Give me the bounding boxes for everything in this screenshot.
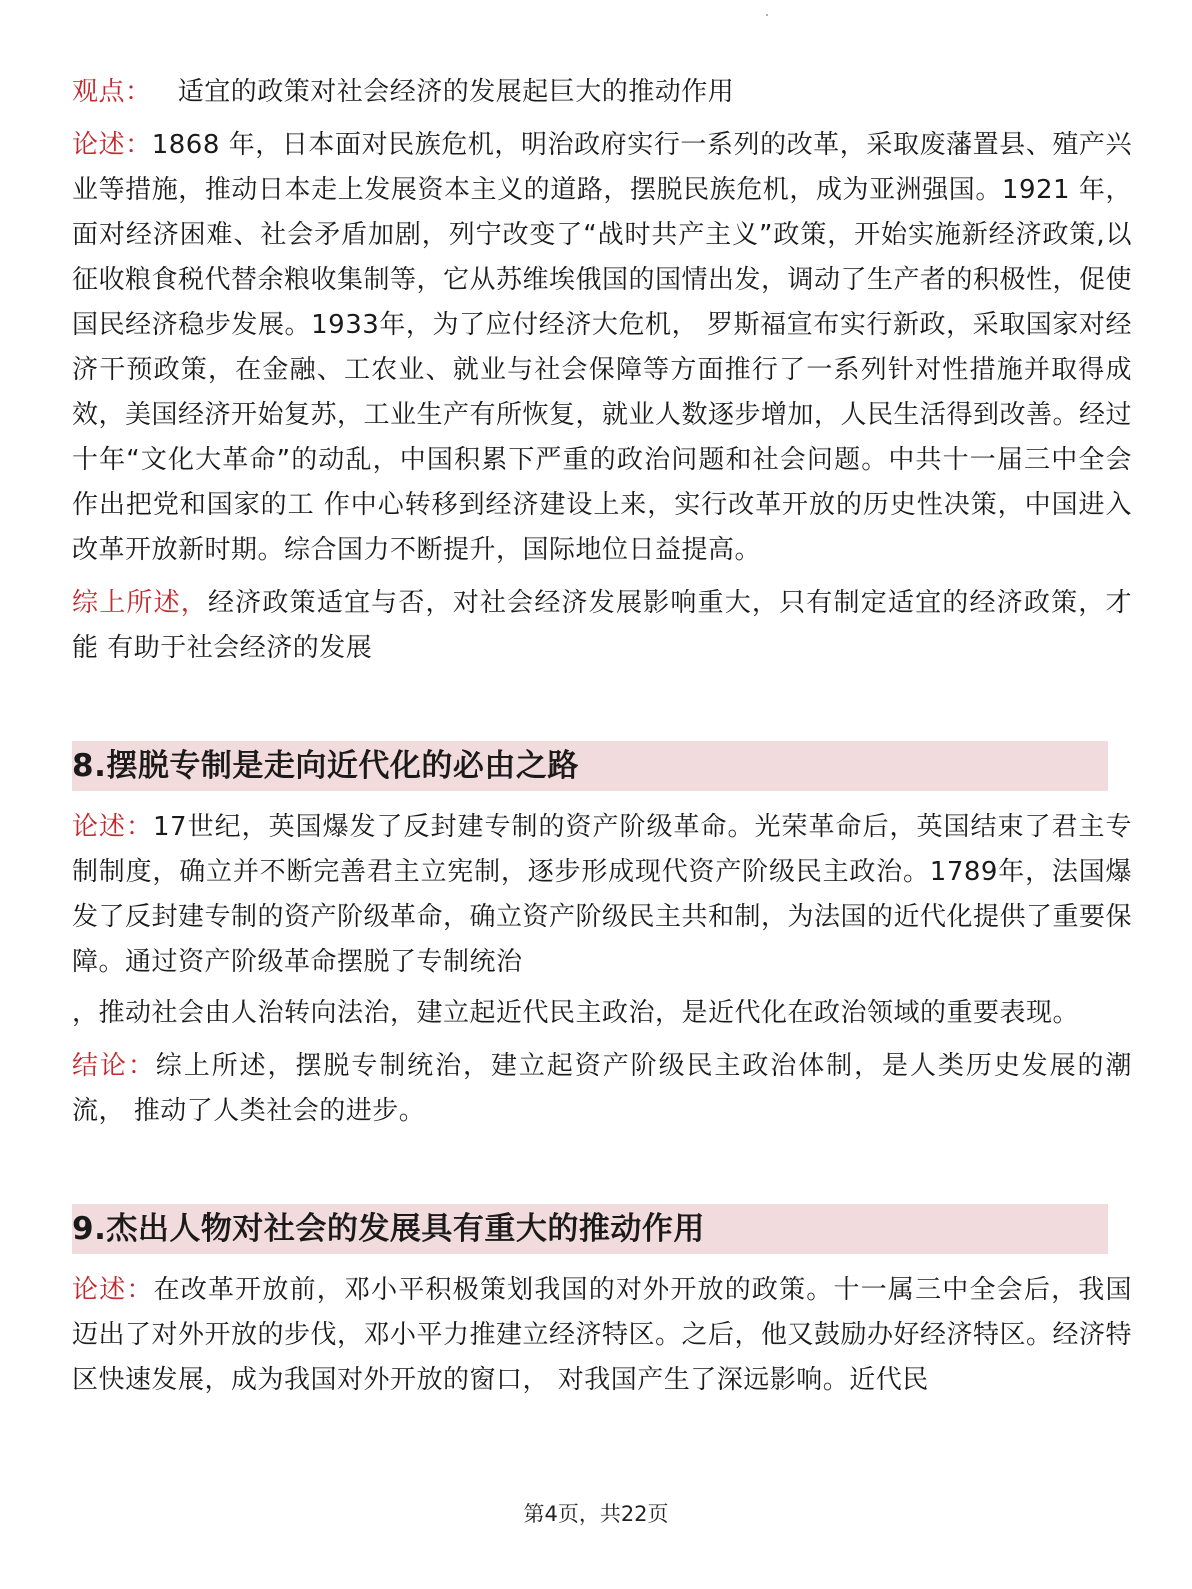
argument-text-prev: 1868 年，日本面对民族危机，明治政府实行一系列的改革，采取废藩置县、殖产兴业等措施，推动日本走上发展资本主义的道路，摆脱民族危机，成为亚洲强国。1921 年，面对经济困难、社会矛盾加剧，列宁改变了“战时共产主义”政策，开始实施新经济政策,以征收粮食税代替余粮收集制等，它从苏维埃俄国的国情出发，调动了生产者的积极性，促使国民经济稳步发展。1933年，为了应付经济大危机， 罗斯福宣布实行新政，采取国家对经济干预政策，在金融、工农业、就业与社会保障等方面推行了一系列针对性措施并取得成效，美国经济开始复苏，工业生产有所恢复，就业人数逐步增加，人民生活得到改善。经过十年“文化大革命”的动乱，中国积累下严重的政治问题和社会问题。中共十一届三中全会作出把党和国家的工 作中心转移到经济建设上来，实行改革开放的历史性决策，中国进入改革开放新时期。综合国力不断提升，国际地位日益提高。 <box>72 130 1133 565</box>
summary-paragraph-prev <box>72 581 1132 671</box>
summary-label-prev: 综上所述， <box>72 588 208 618</box>
page-footer: 第4页，共22页 <box>523 1502 669 1526</box>
argument-text-8: 17世纪，英国爆发了反封建专制的资产阶级革命。光荣革命后，英国结束了君主专 制制度，确立并不断完善君主立宪制，逐步形成现代资产阶级民主政治。1789年，法国爆 发了反封建专制的资产阶级革命，确立资产阶级民主共和制，为法国的近代化提供了重要保 障。通过资产阶级革命摆脱了专制统治 <box>72 812 1133 977</box>
argument-text-9: 在改革开放前，邓小平积极策划我国的对外开放的政策。十一属三中全会后，我国 迈出了对外开放的步伐，邓小平力推建立经济特区。之后，他又鼓励办好经济特区。经济特区快速发展，成为我国对外开放的窗口， 对我国产生了深远影响。近代民 <box>72 1275 1133 1395</box>
conclusion-text-8: 综上所述，摆脱专制统治，建立起资产阶级民主政治体制，是人类历史发展的潮流， 推动了人类社会的进步。 <box>72 1051 1132 1126</box>
argument-label-9: 论述： <box>72 1275 154 1305</box>
conclusion-paragraph-8 <box>72 1044 1132 1134</box>
argument-paragraph-8 <box>72 805 1132 985</box>
scan-dot <box>766 14 768 16</box>
argument-continuation-8: ，推动社会由人治转向法治，建立起近代民主政治，是近代化在政治领域的重要表现。 <box>72 998 1080 1028</box>
argument-label-prev: 论述： <box>72 130 152 160</box>
conclusion-label-8: 结论： <box>72 1051 156 1081</box>
summary-text-prev: 经济政策适宜与否，对社会经济发展影响重大，只有制定适宜的经济政策，才能 有助于社会经济的发展 <box>72 588 1132 663</box>
viewpoint-paragraph <box>72 70 1132 115</box>
section-8-heading: 8.摆脱专制是走向近代化的必由之路 <box>72 741 1108 791</box>
document-page <box>72 70 1132 1403</box>
argument-paragraph-9 <box>72 1268 1132 1403</box>
argument-label-8: 论述： <box>72 812 153 842</box>
section-9-heading: 9.杰出人物对社会的发展具有重大的推动作用 <box>72 1204 1108 1254</box>
viewpoint-text: 适宜的政策对社会经济的发展起巨大的推动作用 <box>151 77 735 107</box>
viewpoint-label: 观点： <box>72 77 152 107</box>
argument-paragraph-prev <box>72 123 1132 573</box>
